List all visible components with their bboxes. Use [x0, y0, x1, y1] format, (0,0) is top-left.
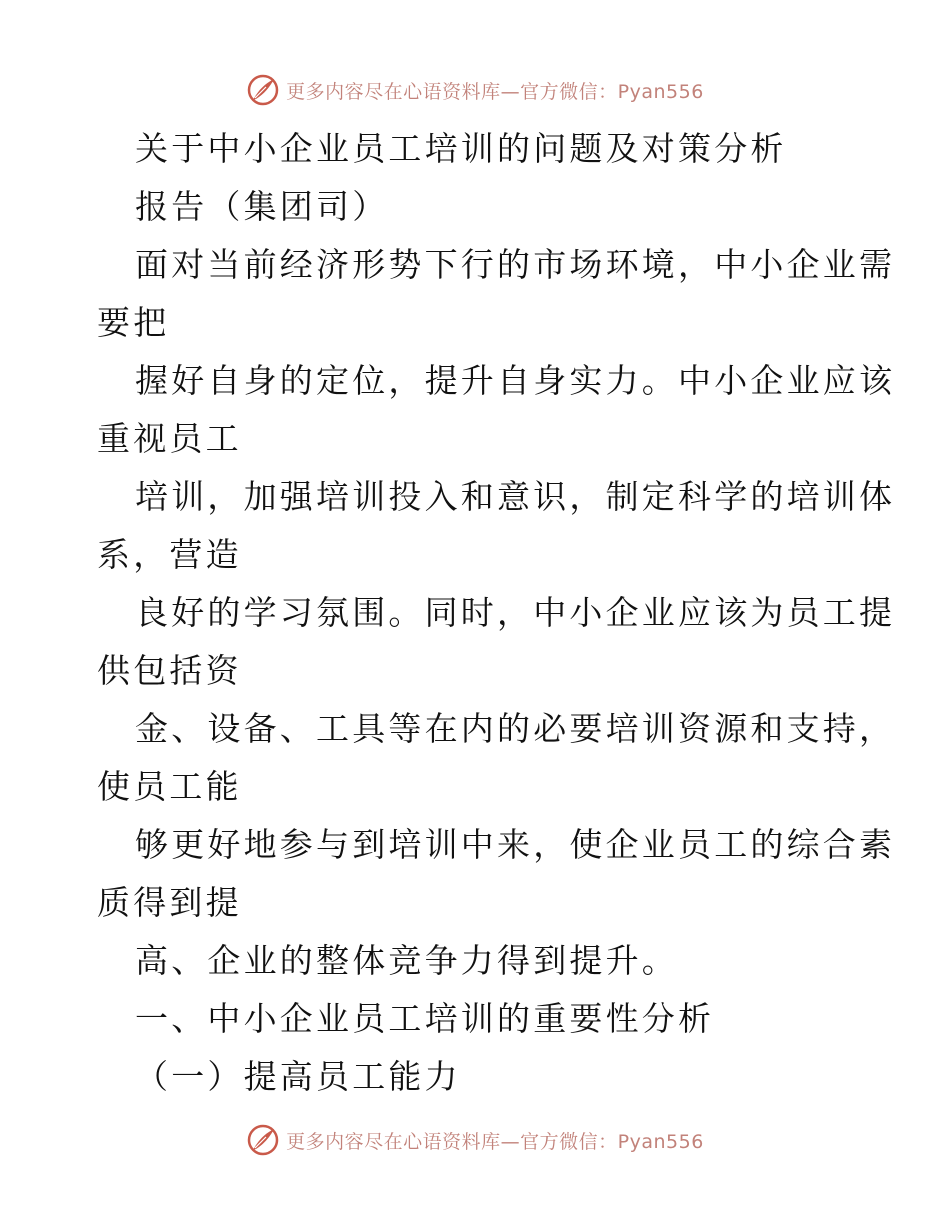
feather-pen-logo-icon	[246, 73, 280, 107]
paragraph-line: 够更好地参与到培训中来，使企业员工的综合素	[135, 825, 896, 864]
paragraph-line: 使员工能	[97, 767, 242, 806]
watermark-text: 更多内容尽在心语资料库—官方微信：Pyan556	[286, 1130, 704, 1153]
footer-watermark	[0, 1120, 950, 1160]
paragraph-line: 面对当前经济形势下行的市场环境，中小企业需	[135, 245, 896, 284]
section-heading: 一、中小企业员工培训的重要性分析	[135, 999, 715, 1038]
paragraph-line: 重视员工	[97, 419, 242, 458]
paragraph-line: 培训，加强培训投入和意识，制定科学的培训体	[135, 477, 896, 516]
paragraph-line: 金、设备、工具等在内的必要培训资源和支持，	[135, 709, 896, 748]
document-body	[97, 120, 896, 1106]
header-watermark	[0, 70, 950, 110]
paragraph-line: 系，营造	[97, 535, 242, 574]
paragraph-line: 要把	[97, 303, 170, 342]
document-title-line-2: 报告（集团司）	[135, 187, 389, 226]
paragraph-line: 质得到提	[97, 883, 242, 922]
paragraph-line: 良好的学习氛围。同时，中小企业应该为员工提	[135, 593, 896, 632]
paragraph-line: 高、企业的整体竞争力得到提升。	[135, 941, 678, 980]
document-title-line-1: 关于中小企业员工培训的问题及对策分析	[135, 129, 787, 168]
paragraph-line: 握好自身的定位，提升自身实力。中小企业应该	[135, 361, 896, 400]
watermark-text: 更多内容尽在心语资料库—官方微信：Pyan556	[286, 80, 704, 103]
subsection-heading: （一）提高员工能力	[135, 1057, 461, 1096]
feather-pen-logo-icon	[246, 1123, 280, 1157]
paragraph-line: 供包括资	[97, 651, 242, 690]
